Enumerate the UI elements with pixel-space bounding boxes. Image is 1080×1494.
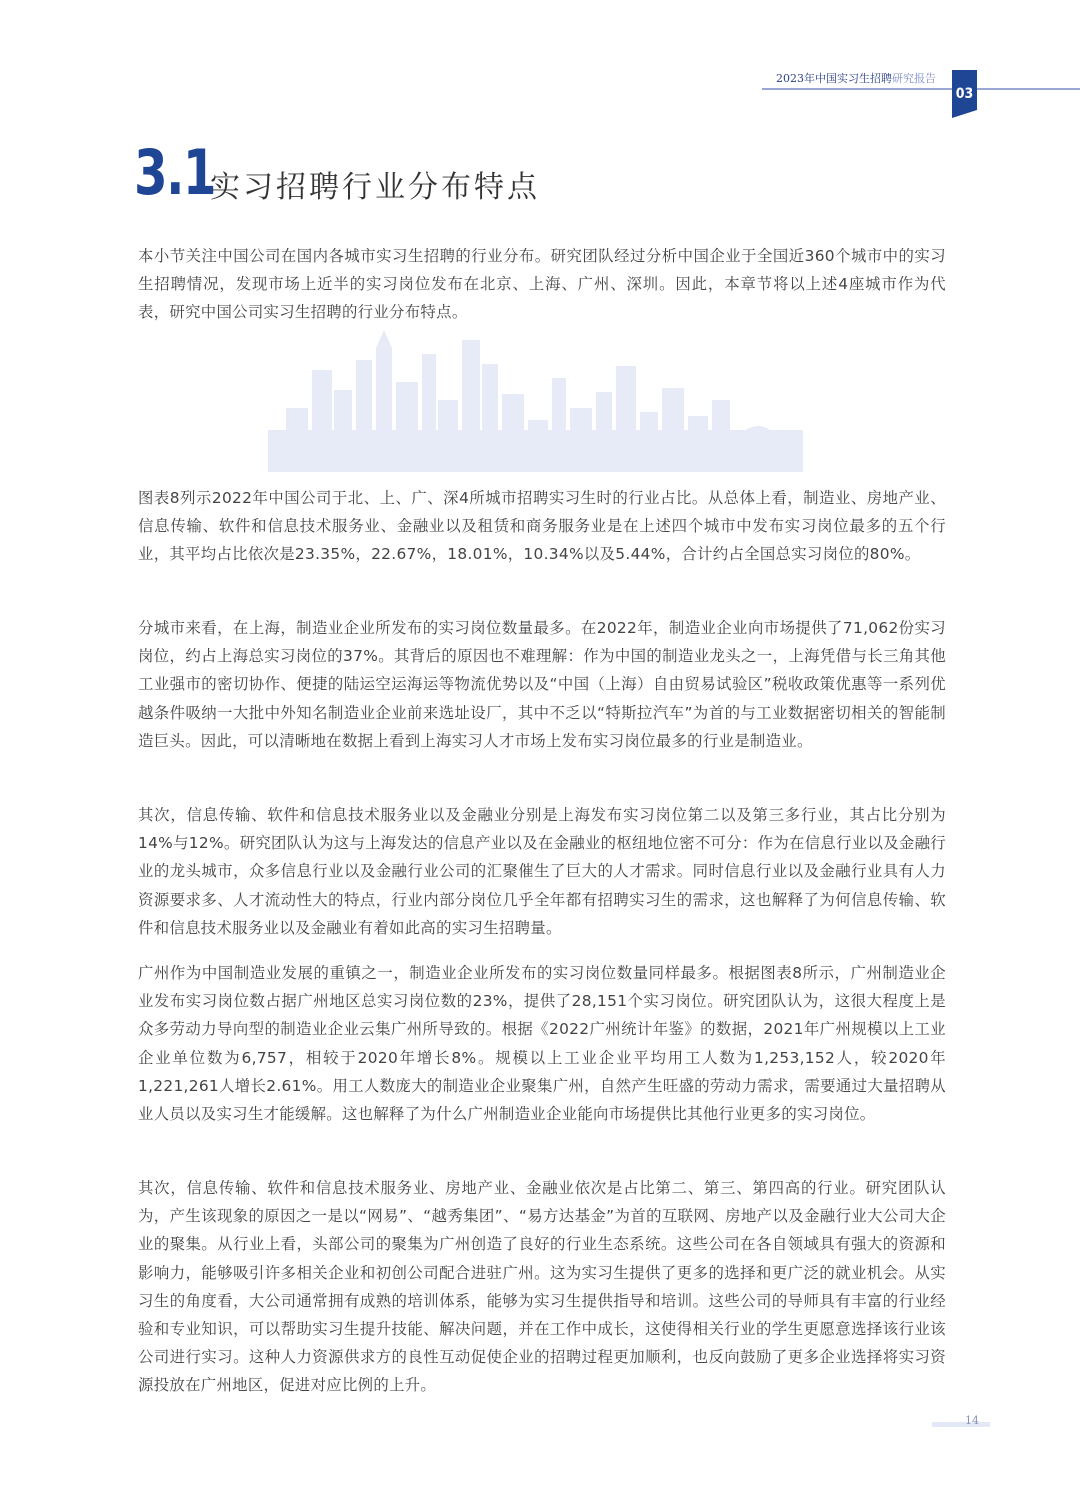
paragraph-guangzhou-other-industries: 其次，信息传输、软件和信息技术服务业、房地产业、金融业依次是占比第二、第三、第四高的行业。研究团队认为，产生该现象的原因之一是以“网易”、“越秀集团”、“易方达基金”为首的互联网、房地产以及金融行业大公司大企业的聚集。从行业上看，头部公司的聚集为广州创造了良好的行业生态系统。这些公司在各自领域具有强大的资源和影响力，能够吸引许多相关企业和初创公司配合进驻广州。这为实习生提供了更多的选择和更广泛的就业机会。从实习生的角度看，大公司通常拥有成熟的培训体系，能够为实习生提供指导和培训。这些公司的导师具有丰富的行业经验和专业知识，可以帮助实习生提升技能、解决问题，并在工作中成长，这使得相关行业的学生更愿意选择该行业该公司进行实习。这种人力资源供求方的良性互动促使企业的招聘过程更加顺利，也反向鼓励了更多企业选择将实习资源投放在广州地区，促进对应比例的上升。 bbox=[138, 1179, 946, 1395]
chapter-number: 03 bbox=[955, 86, 974, 102]
paragraph-shanghai-manufacturing: 分城市来看，在上海，制造业企业所发布的实习岗位数量最多。在2022年，制造业企业向市场提供了71,062份实习岗位，约占上海总实习岗位的37%。其背后的原因也不难理解：作为中国的制造业龙头之一，上海凭借与长三角其他工业强市的密切协作、便捷的陆运空运海运等物流优势以及“中国（上海）自由贸易试验区”税收政策优惠等一系列优越条件吸纳一大批中外知名制造业企业前来选址设厂，其中不乏以“特斯拉汽车”为首的与工业数据密切相关的智能制造巨头。因此，可以清晰地在数据上看到上海实习人才市场上发布实习岗位最多的行业是制造业。 bbox=[138, 619, 946, 750]
report-title-main: 2023年中国实习生招聘 bbox=[776, 72, 892, 85]
report-title bbox=[776, 70, 936, 86]
header-rule bbox=[762, 88, 1080, 90]
paragraph-intro: 本小节关注中国公司在国内各城市实习生招聘的行业分布。研究团队经过分析中国企业于全国近360个城市中的实习生招聘情况，发现市场上近半的实习岗位发布在北京、上海、广州、深圳。因此，本章节将以上述4座城市作为代表，研究中国公司实习生招聘的行业分布特点。 bbox=[138, 247, 946, 322]
paragraph-shanghai-it-finance: 其次，信息传输、软件和信息技术服务业以及金融业分别是上海发布实习岗位第二以及第三多行业，其占比分别为14%与12%。研究团队认为这与上海发达的信息产业以及在金融业的枢纽地位密不可分：作为在信息行业以及金融行业的龙头城市，众多信息行业以及金融行业公司的汇聚催生了巨大的人才需求。同时信息行业以及金融行业具有人力资源要求多、人才流动性大的特点，行业内部分岗位几乎全年都有招聘实习生的需求，这也解释了为何信息传输、软件和信息技术服务业以及金融业有着如此高的实习生招聘量。 bbox=[138, 806, 946, 937]
report-title-suffix: 研究报告 bbox=[892, 72, 936, 85]
section-number: 3.1 bbox=[134, 136, 215, 209]
paragraph-guangzhou-manufacturing: 广州作为中国制造业发展的重镇之一，制造业企业所发布的实习岗位数量同样最多。根据图表8所示，广州制造业企业发布实习岗位数占据广州地区总实习岗位数的23%，提供了28,151个实习岗位。研究团队认为，这很大程度上是众多劳动力导向型的制造业企业云集广州所导致的。根据《2022广州统计年鉴》的数据，2021年广州规模以上工业企业单位数为6,757，相较于2020年增长8%。规模以上工业企业平均用工人数为1,253,152人，较2020年1,221,261人增长2.61%。用工人数庞大的制造业企业聚集广州，自然产生旺盛的劳动力需求，需要通过大量招聘从业人员以及实习生才能缓解。这也解释了为什么广州制造业企业能向市场提供比其他行业更多的实习岗位。 bbox=[138, 964, 946, 1124]
paragraph-overview: 图表8列示2022年中国公司于北、上、广、深4所城市招聘实习生时的行业占比。从总体上看，制造业、房地产业、信息传输、软件和信息技术服务业、金融业以及租赁和商务服务业是在上述四个城市中发布实习岗位最多的五个行业，其平均占比依次是23.35%，22.67%，18.01%，10.34%以及5.44%，合计约占全国总实习岗位的80%。 bbox=[138, 489, 946, 564]
section-title: 实习招聘行业分布特点 bbox=[210, 170, 540, 205]
page-number: 14 bbox=[965, 1414, 979, 1427]
chapter-tab bbox=[952, 70, 977, 118]
city-skyline-illustration bbox=[268, 330, 803, 472]
page-number-bar bbox=[932, 1422, 990, 1427]
